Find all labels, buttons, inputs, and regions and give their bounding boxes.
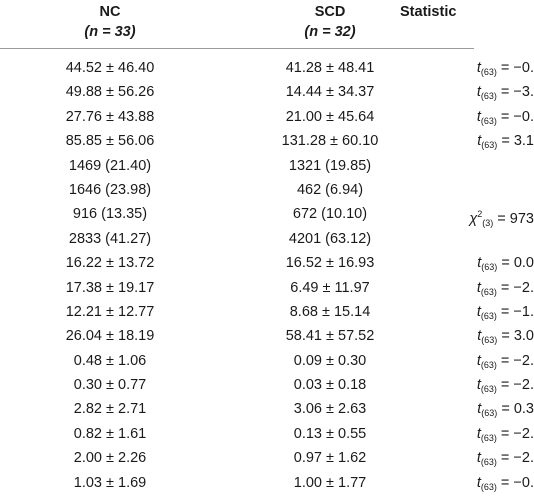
table-body	[0, 56, 534, 495]
statistic-df: (63)	[480, 432, 497, 443]
cell-scd: 8.68 ± 15.14	[289, 303, 371, 320]
statistic-value: = −2.	[496, 279, 534, 296]
statistic-df: (63)	[480, 481, 497, 492]
table-row	[0, 227, 474, 251]
table-row	[0, 276, 534, 300]
table-row	[0, 154, 474, 178]
statistic-symbol: t	[476, 377, 481, 394]
cell-scd: 672 (10.10)	[292, 206, 368, 223]
cell-statistic	[394, 471, 534, 499]
statistic-df: (63)	[480, 91, 497, 102]
cell-nc: 26.04 ± 18.19	[65, 328, 155, 345]
cell-nc: 1646 (23.98)	[68, 181, 152, 198]
statistic-symbol: t	[477, 255, 482, 272]
header-nc	[0, 2, 220, 42]
statistic-df: (63)	[480, 310, 497, 321]
statistic-df: (63)	[481, 140, 498, 151]
cell-nc: 0.82 ± 1.61	[73, 425, 147, 442]
cell-nc: 0.30 ± 0.77	[73, 377, 147, 394]
header-nc-n: (n = 33)	[84, 24, 136, 40]
table-row	[0, 80, 534, 104]
statistic-symbol: t	[476, 425, 481, 442]
cell-scd: 131.28 ± 60.10	[281, 133, 379, 150]
statistic-symbol: t	[477, 133, 482, 150]
cell-nc: 17.38 ± 19.17	[65, 279, 155, 296]
statistic-value: = 973	[493, 211, 534, 228]
statistic-symbol: t	[476, 84, 481, 101]
statistic-value: = −3.	[496, 84, 534, 101]
cell-scd: 41.28 ± 48.41	[285, 60, 375, 76]
cell-nc: 12.21 ± 12.77	[65, 303, 155, 320]
statistic-value: = 0.0	[497, 255, 534, 272]
cell-scd: 16.52 ± 16.93	[285, 255, 375, 272]
statistic-df: (63)	[480, 115, 497, 126]
cell-nc: 2.00 ± 2.26	[73, 450, 147, 467]
statistic-value: = −2.	[496, 377, 534, 394]
cell-scd: 14.44 ± 34.37	[285, 84, 375, 101]
cell-scd: 4201 (63.12)	[288, 230, 372, 247]
cell-nc: 49.88 ± 56.26	[65, 84, 155, 101]
statistic-df: (63)	[481, 335, 498, 346]
cell-scd: 0.03 ± 0.18	[293, 377, 367, 394]
table-row	[0, 56, 534, 80]
header-statistic-name: Statistic	[400, 4, 457, 20]
cell-nc: 916 (13.35)	[72, 206, 148, 223]
statistic-symbol: t	[476, 352, 481, 369]
statistic-value: = −0.	[496, 474, 534, 491]
statistic-df: (63)	[480, 384, 497, 395]
statistic-df: (63)	[481, 408, 498, 419]
header-scd-n: (n = 32)	[304, 24, 356, 40]
table-row	[0, 373, 534, 397]
statistic-symbol: t	[476, 279, 481, 296]
header-scd-name: SCD	[314, 4, 346, 20]
table-header	[0, 0, 474, 48]
statistic-symbol: t	[476, 303, 481, 320]
statistic-symbol: t	[477, 328, 482, 345]
header-statistic	[400, 2, 520, 22]
cell-scd: 21.00 ± 45.64	[285, 108, 375, 125]
statistic-symbol: t	[477, 401, 482, 418]
table-row	[0, 300, 534, 324]
statistic-value: = −2.	[496, 352, 534, 369]
cell-nc: 16.22 ± 13.72	[65, 255, 155, 272]
table-row	[0, 397, 534, 421]
statistic-symbol: t	[476, 60, 481, 76]
cell-nc: 27.76 ± 43.88	[65, 108, 155, 125]
table-row	[0, 105, 534, 129]
cell-scd: 462 (6.94)	[296, 181, 364, 198]
statistic-value: = −2.	[496, 425, 534, 442]
cell-nc: 1469 (21.40)	[68, 157, 152, 174]
table-row	[0, 324, 534, 348]
table-row	[0, 349, 534, 373]
cell-nc: 2.82 ± 2.71	[73, 401, 147, 418]
header-rule	[0, 48, 474, 49]
header-nc-name: NC	[99, 4, 121, 20]
statistic-symbol: χ	[469, 211, 478, 228]
statistic-value: = −2.	[496, 450, 534, 467]
cell-scd: 0.97 ± 1.62	[293, 450, 367, 467]
cell-scd: 58.41 ± 57.52	[285, 328, 375, 345]
cell-nc: 44.52 ± 46.40	[65, 60, 155, 76]
table-row	[0, 251, 534, 275]
table-row	[0, 446, 534, 470]
table-row	[0, 471, 534, 495]
table-row	[0, 178, 474, 202]
statistic-value: = −1.	[496, 303, 534, 320]
cell-scd: 1321 (19.85)	[288, 157, 372, 174]
statistic-symbol: t	[476, 108, 481, 125]
statistic-df: (63)	[480, 286, 497, 297]
table-row	[0, 129, 534, 153]
cell-scd: 0.13 ± 0.55	[293, 425, 367, 442]
statistic-value: = 0.3	[497, 401, 534, 418]
statistic-df: (3)	[482, 218, 494, 229]
table-row	[0, 422, 534, 446]
statistic-symbol: t	[476, 474, 481, 491]
statistic-df: (63)	[481, 262, 498, 273]
cell-scd: 0.09 ± 0.30	[293, 352, 367, 369]
statistic-df: (63)	[480, 359, 497, 370]
cell-nc: 2833 (41.27)	[68, 230, 152, 247]
table-row	[0, 202, 534, 229]
statistic-symbol: t	[476, 450, 481, 467]
statistic-value: = −0.	[496, 60, 534, 76]
statistic-superscript: 2	[477, 209, 483, 220]
cell-scd: 3.06 ± 2.63	[293, 401, 367, 418]
statistic-value: = −0.	[496, 108, 534, 125]
statistic-df: (63)	[480, 457, 497, 468]
cell-scd: 6.49 ± 11.97	[290, 279, 370, 296]
statistic-df: (63)	[480, 67, 497, 77]
cell-nc: 1.03 ± 1.69	[73, 474, 147, 491]
cell-nc: 85.85 ± 56.06	[65, 133, 155, 150]
cell-scd: 1.00 ± 1.77	[293, 474, 367, 491]
cell-nc: 0.48 ± 1.06	[73, 352, 147, 369]
statistic-value: = 3.0	[497, 328, 534, 345]
statistic-value: = 3.1	[497, 133, 534, 150]
